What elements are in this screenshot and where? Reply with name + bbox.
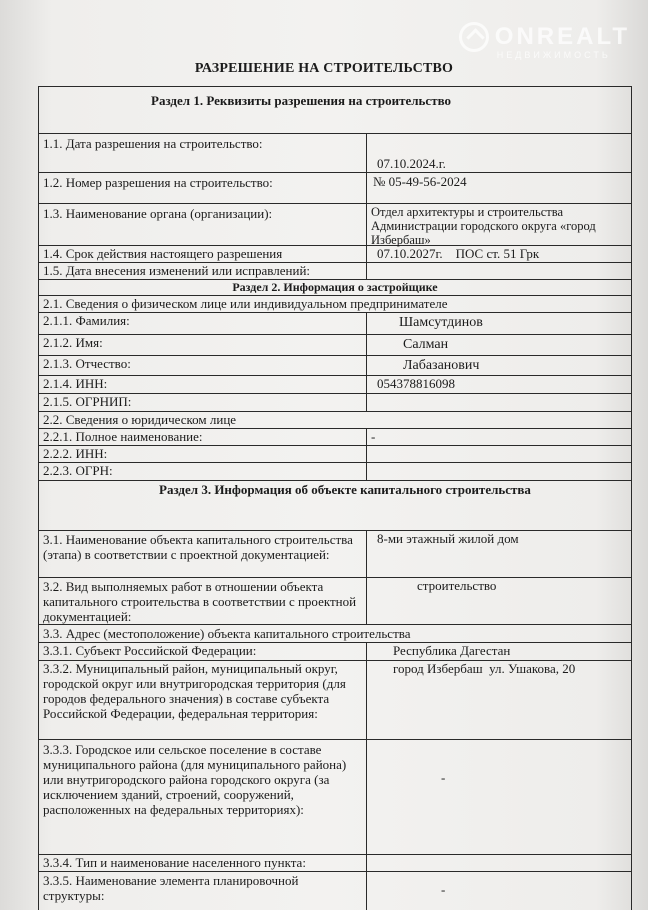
section1-heading-row <box>38 87 632 134</box>
table-row <box>38 263 632 280</box>
section3-address-heading-row <box>38 625 632 643</box>
legal-heading: 2.2. Сведения о юридическом лице <box>43 412 237 427</box>
table-row <box>38 429 632 446</box>
section2-legal-heading-row <box>38 412 632 429</box>
section1-heading: Раздел 1. Реквизиты разрешения на строительство <box>151 93 452 108</box>
row-value: 054378816098 <box>377 376 455 391</box>
row-label: 2.2.1. Полное наименование: <box>39 429 367 445</box>
row-value: Республика Дагестан <box>393 643 511 658</box>
row-value: - <box>371 429 376 444</box>
row-value <box>367 446 631 462</box>
row-label: 2.1.4. ИНН: <box>39 376 367 393</box>
row-label: 2.1.3. Отчество: <box>39 356 367 375</box>
table-row <box>38 134 632 173</box>
watermark-subtitle: НЕДВИЖИМОСТЬ <box>496 50 611 60</box>
permit-table <box>38 86 632 910</box>
row-value: № 05-49-56-2024 <box>373 174 467 189</box>
row-label: 3.3.3. Городское или сельское поселение в составе муниципального района (для муниципального района) или внутригородского района городского округа (за исключением зданий, строений, сооружений, расположенных на федеральных территориях): <box>39 740 367 854</box>
row-label: 3.2. Вид выполняемых работ в отношении объекта капитального строительства в соответствии с проектной документацией: <box>39 578 367 624</box>
row-label: 3.3.5. Наименование элемента планировочной структуры: <box>39 872 367 910</box>
watermark-name: ONREALT <box>494 23 630 50</box>
table-row <box>38 446 632 463</box>
table-row <box>38 394 632 412</box>
row-label: 1.2. Номер разрешения на строительство: <box>39 173 367 203</box>
table-row <box>38 313 632 335</box>
table-row <box>38 661 632 740</box>
row-label: 1.5. Дата внесения изменений или исправлений: <box>39 263 367 279</box>
table-row <box>38 740 632 855</box>
row-label: 1.3. Наименование органа (организации): <box>39 204 367 245</box>
row-value: Лабазанович <box>403 358 480 373</box>
row-value: - <box>441 770 446 785</box>
row-label: 1.1. Дата разрешения на строительство: <box>39 134 367 172</box>
table-row <box>38 463 632 481</box>
table-row <box>38 855 632 872</box>
section2-heading-row <box>38 280 632 296</box>
row-label: 2.1.1. Фамилия: <box>39 313 367 334</box>
row-value: Шамсутдинов <box>399 315 483 330</box>
row-label: 2.2.3. ОГРН: <box>39 463 367 480</box>
table-row <box>38 356 632 376</box>
row-value: - <box>441 882 446 897</box>
row-value <box>367 394 631 411</box>
row-value: 07.10.2027г. ПОС ст. 51 Грк <box>377 246 540 261</box>
section2-heading: Раздел 2. Информация о застройщике <box>232 280 438 294</box>
document-title: РАЗРЕШЕНИЕ НА СТРОИТЕЛЬСТВО <box>194 61 454 76</box>
address-heading: 3.3. Адрес (местоположение) объекта капитального строительства <box>43 626 411 641</box>
row-label: 3.1. Наименование объекта капитального строительства (этапа) в соответствии с проектной документацией: <box>39 531 367 577</box>
row-label: 3.3.4. Тип и наименование населенного пункта: <box>39 855 367 871</box>
row-label: 1.4. Срок действия настоящего разрешения <box>39 246 367 262</box>
section3-heading-row <box>38 481 632 531</box>
row-value: Салман <box>403 337 449 352</box>
table-row <box>38 872 632 910</box>
individual-heading: 2.1. Сведения о физическом лице или индивидуальном предпринимателе <box>43 296 448 311</box>
section2-subheading-row <box>38 296 632 313</box>
row-label: 2.1.2. Имя: <box>39 335 367 355</box>
row-value: 07.10.2024.г. <box>377 156 446 171</box>
row-label: 3.3.1. Субъект Российской Федерации: <box>39 643 367 660</box>
watermark <box>459 22 630 60</box>
table-row <box>38 335 632 356</box>
row-value: Отдел архитектуры и строительства Администрации городского округа «город Избербаш» <box>371 205 596 247</box>
table-row <box>38 643 632 661</box>
table-row <box>38 204 632 246</box>
row-value: город Избербаш ул. Ушакова, 20 <box>393 661 576 676</box>
row-label: 2.1.5. ОГРНИП: <box>39 394 367 411</box>
row-value <box>367 263 631 279</box>
table-row <box>38 246 632 263</box>
section3-heading: Раздел 3. Информация об объекте капитального строительства <box>159 482 531 497</box>
table-row <box>38 376 632 394</box>
row-value: строительство <box>417 578 497 593</box>
watermark-logo-icon <box>459 22 489 52</box>
row-label: 3.3.2. Муниципальный район, муниципальный округ, городской округ или внутригородская территория (для городов федерального значения) в составе субъекта Российской Федерации, федеральная территория: <box>39 661 367 739</box>
table-row <box>38 578 632 625</box>
row-value <box>367 855 631 871</box>
row-value <box>367 463 631 480</box>
table-row <box>38 531 632 578</box>
row-value: 8-ми этажный жилой дом <box>377 531 519 546</box>
table-row <box>38 173 632 204</box>
row-label: 2.2.2. ИНН: <box>39 446 367 462</box>
